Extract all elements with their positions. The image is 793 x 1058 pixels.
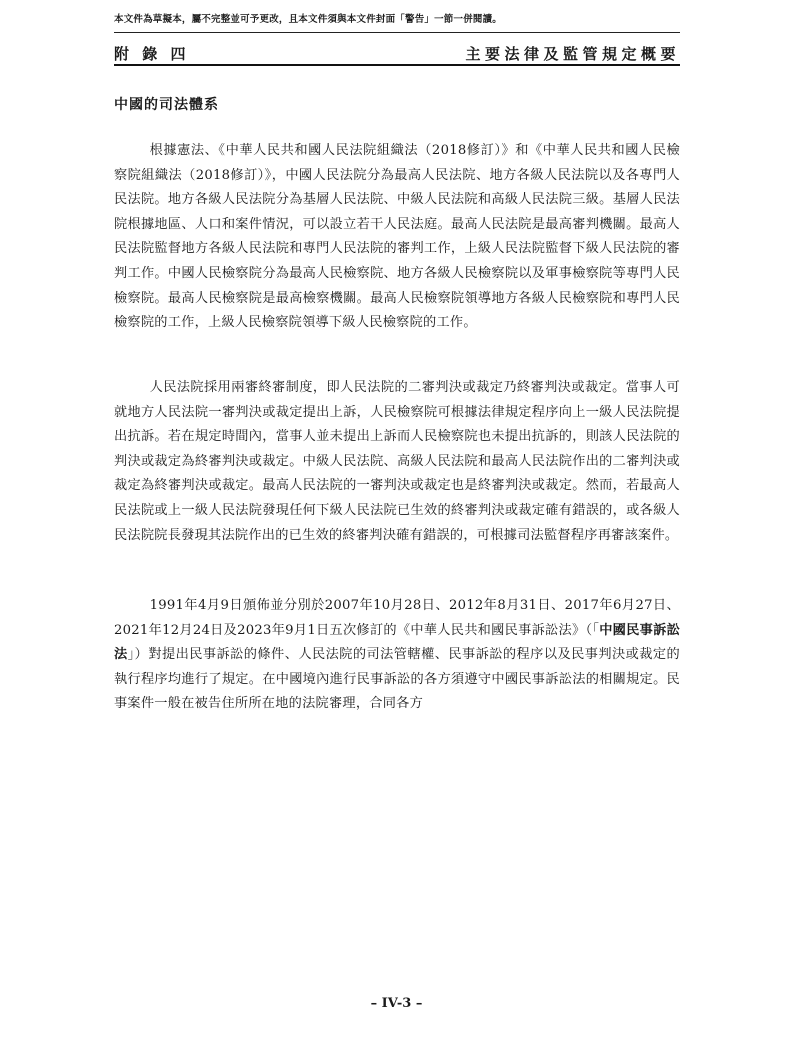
defined-term: 中國民事訴訟法 xyxy=(114,622,681,663)
paragraph-appeal-system: 人民法院採用兩審終審制度，即人民法院的二審判決或裁定乃終審判決或裁定。當事人可就地方人民法院一審判決或裁定提出上訴，人民檢察院可根據法律規定程序向上一級人民法院提出抗訴。若在規定時間內，當事人並未提出上訴而人民檢察院也未提出抗訴的，則該人民法院的判決或裁定為終審判決或裁定。中級人民法院、高級人民法院和最高人民法院作出的二審判決或裁定為終審判決或裁定。最高人民法院的一審判決或裁定也是終審判決或裁定。然而，若最高人民法院或上一級人民法院發現任何下級人民法院已生效的終審判決或裁定確有錯誤的，或各級人民法院院長發現其法院作出的已生效的終審判決確有錯誤的，可根據司法監督程序再審該案件。 xyxy=(114,380,680,543)
appendix-label: 附 錄 四 xyxy=(114,45,190,63)
paragraph-text: 」）對提出民事訴訟的條件、人民法院的司法管轄權、民事訴訟的程序以及民事判決或裁定的執行程序均進行了規定。在中國境內進行民事訴訟的各方須遵守中國民事訴訟法的相關規定。民事案件一般在被告住所所在地的法院審理，合同各方 xyxy=(114,647,680,712)
appendix-title: 主要法律及監管規定概要 xyxy=(465,45,680,63)
paragraph-judicial-system: 根據憲法、《中華人民共和國人民法院組織法（2018修訂）》和《中華人民共和國人民檢察院組織法（2018修訂）》，中國人民法院分為最高人民法院、地方各級人民法院以及各專門人民法院。地方各級人民法院分為基層人民法院、中級人民法院和高級人民法院三級。基層人民法院根據地區、人口和案件情況，可以設立若干人民法庭。最高人民法院是最高審判機關。最高人民法院監督地方各級人民法院和專門人民法院的審判工作，上級人民法院監督下級人民法院的審判工作。中國人民檢察院分為最高人民檢察院、地方各級人民檢察院以及軍事檢察院等專門人民檢察院。最高人民檢察院是最高檢察機關。最高人民檢察院領導地方各級人民檢察院和專門人民檢察院的工作，上級人民檢察院領導下級人民檢察院的工作。 xyxy=(114,143,680,331)
page-number: – IV-3 – xyxy=(370,996,423,1011)
paragraph-civil-procedure xyxy=(114,594,680,717)
header-rule xyxy=(114,64,680,66)
section-title: 中國的司法體系 xyxy=(114,97,219,113)
paragraph-text: 1991年4月9日頒佈並分別於2007年10月28日、2012年8月31日、2017年6月27日、2021年12月24日及2023年9月1日五次修訂的《中華人民共和國民事訴訟法》（「 xyxy=(114,598,680,638)
top-rule xyxy=(114,32,680,33)
draft-disclaimer: 本文件為草擬本，屬不完整並可予更改，且本文件須與本文件封面「警告」一節一併閱讀。 xyxy=(114,14,503,25)
